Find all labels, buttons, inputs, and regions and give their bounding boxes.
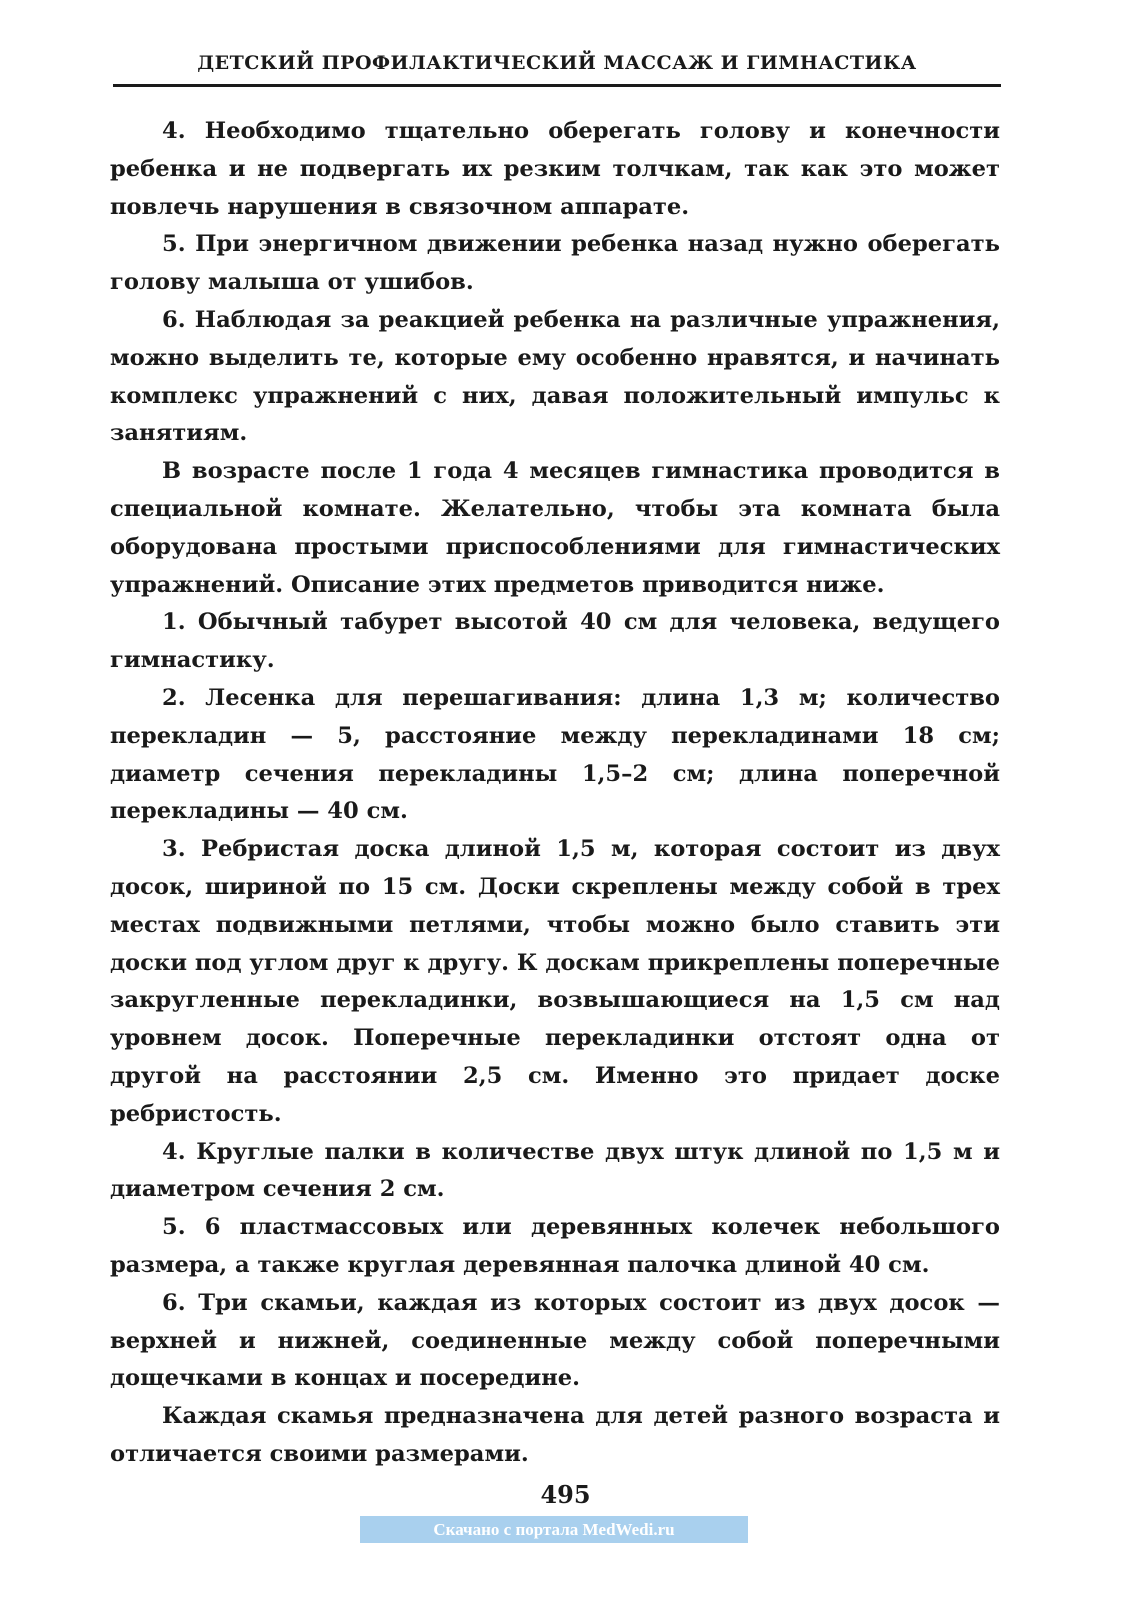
paragraph-equipment-3-ribbed-board: 3. Ребристая доска длиной 1,5 м, которая состоит из двух досок, шириной по 15 см. Доски скреплены между собой в трех местах подвижными петлями, чтобы можно было ставить эти доски под углом друг к другу. К доскам прикреплены поперечные закругленные перекладинки, возвышающиеся на 1,5 см над уровнем досок. Поперечные перекладинки отстоят одна от другой на расстоянии 2,5 см. Именно это придает доске ребристость.: [110, 836, 1000, 1127]
paragraph-item-6-reaction: 6. Наблюдая за реакцией ребенка на различные упражнения, можно выделить те, которые ему особенно нравятся, и начинать комплекс упражнений с них, давая положительный импульс к занятиям.: [110, 306, 1000, 447]
paragraph-equipment-6-benches: 6. Три скамьи, каждая из которых состоит из двух досок — верхней и нижней, соединенные между собой поперечными дощечками в концах и посередине.: [110, 1289, 1000, 1392]
paragraph-equipment-2-ladder: 2. Лесенка для перешагивания: длина 1,3 м; количество перекладин — 5, расстояние между перекладинами 18 см; диаметр сечения перекладины 1,5–2 см; длина поперечной перекладины — 40 см.: [110, 684, 1000, 825]
paragraph-equipment-1-stool: 1. Обычный табурет высотой 40 см для человека, ведущего гимнастику.: [110, 609, 1000, 674]
paragraph-equipment-4-sticks: 4. Круглые палки в количестве двух штук длиной по 1,5 м и диаметром сечения 2 см.: [110, 1138, 1000, 1203]
watermark-banner: Скачано с портала MedWedi.ru: [360, 1516, 748, 1543]
page-number: 495: [540, 1480, 591, 1509]
paragraph-equipment-5-rings: 5. 6 пластмассовых или деревянных колечек небольшого размера, а также круглая деревянная палочка длиной 40 см.: [110, 1214, 1000, 1278]
paragraph-bench-sizes: Каждая скамья предназначена для детей разного возраста и отличается своими размерами.: [110, 1403, 1000, 1467]
header-rule: [113, 84, 1001, 87]
paragraph-item-5-head-protection: 5. При энергичном движении ребенка назад нужно оберегать голову малыша от ушибов.: [110, 231, 1000, 296]
paragraph-item-4-head-care: 4. Необходимо тщательно оберегать голову и конечности ребенка и не подвергать их резким толчкам, так как это может повлечь нарушения в связочном аппарате.: [110, 118, 1000, 220]
paragraph-special-room: В возрасте после 1 года 4 месяцев гимнастика проводится в специальной комнате. Желательно, чтобы эта комната была оборудована простыми приспособлениями для гимнастических упражнений. Описание этих предметов приводится ниже.: [110, 458, 1000, 598]
running-header: ДЕТСКИЙ ПРОФИЛАКТИЧЕСКИЙ МАССАЖ И ГИМНАСТИКА: [197, 52, 917, 74]
page-body: [110, 113, 1000, 1474]
